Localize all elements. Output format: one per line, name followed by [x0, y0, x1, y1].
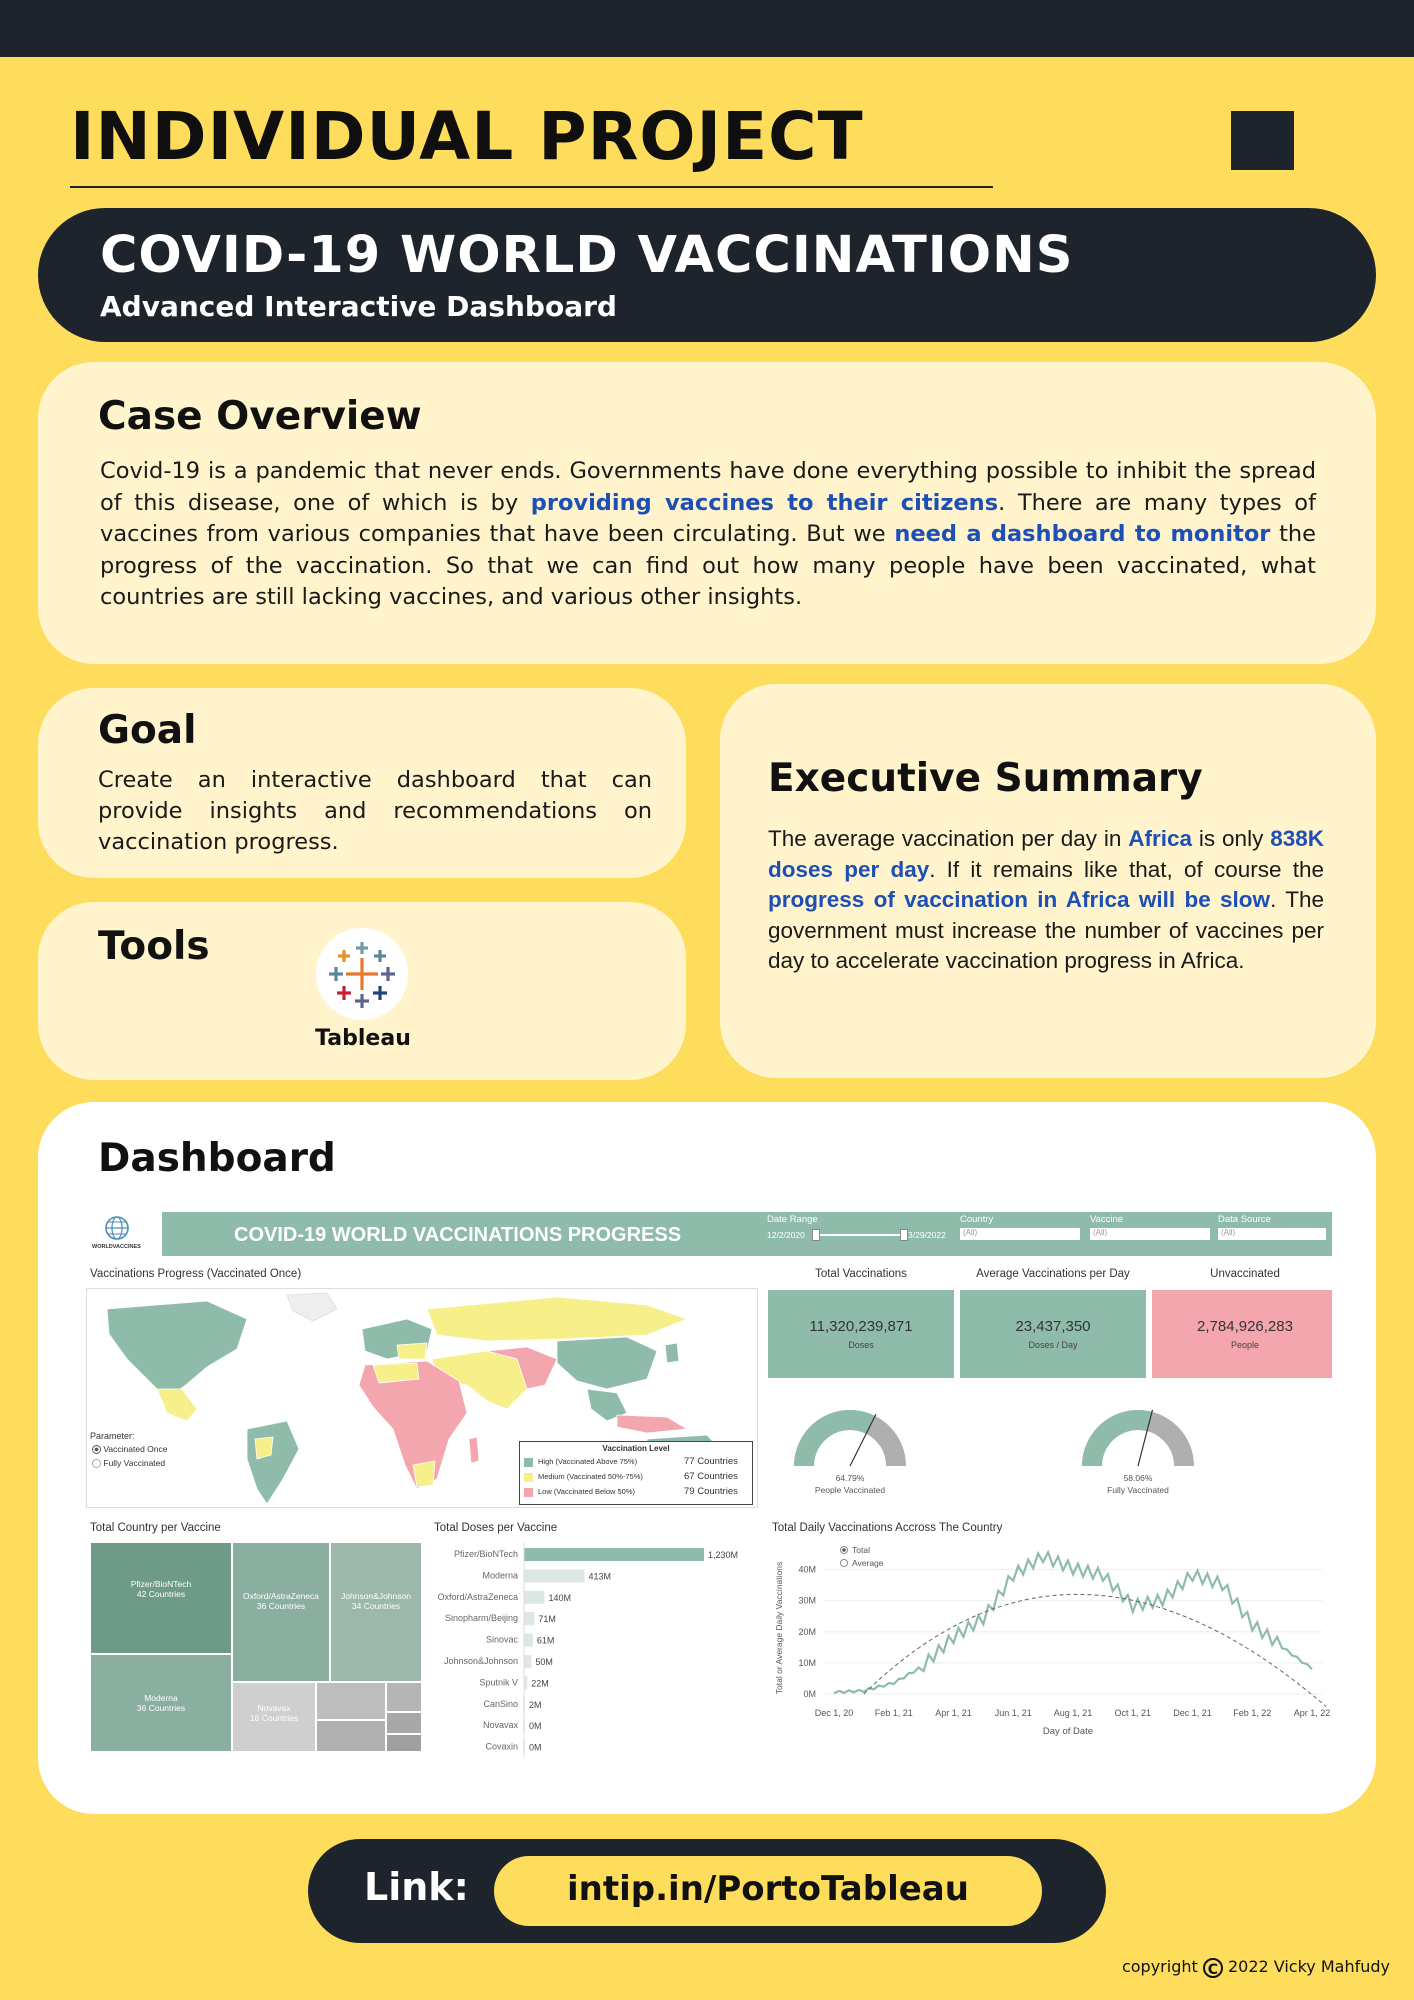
treemap	[90, 1542, 422, 1752]
dose-value-label: 0M	[529, 1742, 542, 1753]
summary-segment: is only	[1192, 826, 1271, 851]
dose-bar	[524, 1612, 534, 1625]
tableau-logo-icon	[316, 928, 408, 1020]
summary-highlight: 838K doses per day	[768, 826, 1324, 882]
banner-title: COVID-19 WORLD VACCINATIONS	[100, 226, 1074, 285]
legend-radio-icon	[841, 1560, 848, 1567]
banner-subtitle: Advanced Interactive Dashboard	[100, 290, 617, 323]
y-tick-label: 10M	[798, 1657, 816, 1668]
legend-label: Average	[852, 1558, 884, 1568]
legend-label: Low (Vaccinated Below 50%)	[538, 1487, 635, 1496]
treemap-cell-small[interactable]	[386, 1682, 422, 1712]
dose-bar	[524, 1548, 704, 1561]
treemap-cell-small[interactable]	[316, 1682, 386, 1720]
data-source-filter-label: Data Source	[1218, 1214, 1271, 1225]
param-option-fully-vaccinated[interactable]	[92, 1458, 165, 1468]
x-axis-label: Day of Date	[1042, 1726, 1094, 1737]
date-slider-handle-end[interactable]	[900, 1229, 908, 1241]
gauge-value: 64.79%	[835, 1473, 865, 1483]
treemap-cell-label: Johnson&Johnson	[341, 1591, 411, 1601]
dose-category-label: Johnson&Johnson	[443, 1656, 518, 1666]
x-tick-label: Dec 1, 20	[814, 1708, 854, 1718]
param-option-vaccinated-once[interactable]	[92, 1444, 167, 1454]
portfolio-link[interactable]	[494, 1856, 1042, 1926]
overview-segment: the progress of the vaccination. So that we can find out how many people have been vaccinated, what countries are still lacking vaccines, and various other insights.	[100, 521, 1317, 610]
gauge-area	[768, 1398, 1328, 1506]
country-filter-select[interactable]: (All)	[960, 1228, 1080, 1240]
footer-link-bar	[308, 1839, 1106, 1943]
kpi-value: 23,437,350	[1015, 1318, 1091, 1335]
dose-value-label: 50M	[535, 1657, 553, 1667]
kpi-label: Average Vaccinations per Day	[976, 1268, 1130, 1280]
legend-row	[524, 1456, 748, 1469]
kpi-value: 11,320,239,871	[809, 1318, 913, 1335]
doses-bar-chart	[430, 1538, 756, 1760]
world-map[interactable]	[86, 1288, 758, 1508]
legend-label: High (Vaccinated Above 75%)	[538, 1457, 638, 1466]
legend-count: 77 Countries	[684, 1456, 738, 1467]
y-tick-label: 0M	[803, 1689, 816, 1699]
kpi-tile	[960, 1290, 1146, 1378]
summary-highlight: progress of vaccination in Africa will be slow	[768, 887, 1271, 912]
gauge-fill	[1092, 1420, 1150, 1466]
treemap-cell-label: Novavax	[257, 1703, 291, 1713]
legend-count: 67 Countries	[684, 1471, 738, 1482]
daily-section-label: Total Daily Vaccinations Accross The Country	[772, 1522, 1003, 1534]
y-tick-label: 40M	[798, 1564, 816, 1575]
treemap-cell-count: 42 Countries	[136, 1589, 186, 1599]
x-tick-label: Dec 1, 21	[1173, 1708, 1212, 1718]
radio-icon	[92, 1459, 101, 1468]
link-label: Link:	[364, 1865, 469, 1909]
goal-text: Create an interactive dashboard that can provide insights and recommendations on vaccination progress.	[98, 767, 652, 855]
decorative-square	[1231, 111, 1294, 170]
treemap-section-label: Total Country per Vaccine	[90, 1522, 221, 1534]
dashboard-screenshot	[84, 1202, 1332, 1768]
kpi-tile	[768, 1290, 954, 1378]
dose-value-label: 61M	[536, 1635, 555, 1646]
kpi-label: Total Vaccinations	[815, 1268, 907, 1280]
legend-swatch	[524, 1458, 533, 1467]
dose-category-label: Pfizer/BioNTech	[453, 1549, 518, 1559]
x-tick-label: Apr 1, 22	[1293, 1708, 1331, 1718]
average-trend-line	[864, 1594, 1326, 1706]
overview-segment: . There are many types of vaccines from various companies that have been circulating. But we	[100, 489, 1316, 547]
gauge-label: People Vaccinated	[814, 1485, 886, 1495]
date-slider-handle-start[interactable]	[812, 1229, 820, 1241]
treemap-cell-count: 36 Countries	[136, 1703, 186, 1713]
legend-swatch	[524, 1473, 533, 1482]
goal-card	[38, 688, 686, 878]
treemap-cell-novavax[interactable]	[232, 1682, 316, 1752]
dashboard-card	[38, 1102, 1376, 1814]
treemap-cell-moderna[interactable]	[90, 1654, 232, 1752]
overview-segment: Covid-19 is a pandemic that never ends. Governments have done everything possible to inhibit the spread of this disease, one of which is by	[100, 458, 1316, 516]
country-filter-label: Country	[960, 1214, 994, 1225]
top-bar	[0, 0, 1414, 57]
dose-bar	[524, 1591, 545, 1604]
kpi-unit: Doses	[848, 1340, 874, 1350]
case-overview-heading: Case Overview	[98, 394, 422, 439]
doses-section-label: Total Doses per Vaccine	[434, 1522, 558, 1534]
radio-selected-icon	[92, 1445, 101, 1454]
kpi-unit: Doses / Day	[1028, 1340, 1078, 1350]
tools-card	[38, 902, 686, 1080]
treemap-cell-label: Moderna	[144, 1693, 178, 1703]
treemap-cell-count: 16 Countries	[249, 1713, 299, 1723]
legend-label: Medium (Vaccinated 50%-75%)	[538, 1472, 643, 1481]
y-tick-label: 20M	[798, 1626, 816, 1637]
dose-value-label: 0M	[529, 1721, 542, 1732]
dose-category-label: CanSino	[483, 1698, 518, 1709]
date-start: 12/2/2020	[767, 1230, 805, 1240]
dashboard-heading: Dashboard	[98, 1136, 336, 1181]
copyright-text: 2022 Vicky Mahfudy	[1227, 1957, 1390, 1976]
legend-radio-dot	[842, 1548, 846, 1552]
date-end: 3/29/2022	[908, 1230, 946, 1240]
x-tick-label: Aug 1, 21	[1053, 1708, 1093, 1718]
legend-count: 79 Countries	[684, 1486, 738, 1497]
kpi-unit: People	[1230, 1340, 1260, 1350]
treemap-cell-label: Oxford/AstraZeneca	[242, 1591, 320, 1601]
treemap-cell-astrazeneca[interactable]	[232, 1542, 330, 1682]
date-range-label: Date Range	[767, 1214, 818, 1225]
daily-line-chart	[768, 1538, 1332, 1768]
summary-segment: The average vaccination per day in	[768, 826, 1129, 851]
case-overview-text	[100, 456, 1316, 614]
dose-category-label: Sinopharm/Beijing	[444, 1613, 518, 1624]
vaccine-filter-label: Vaccine	[1090, 1214, 1124, 1225]
dose-category-label: Covaxin	[485, 1741, 518, 1752]
dose-value-label: 140M	[548, 1592, 572, 1603]
summary-highlight: Africa	[1128, 826, 1193, 851]
goal-heading: Goal	[98, 708, 197, 753]
dose-bar	[524, 1655, 531, 1668]
case-overview-card	[38, 362, 1376, 664]
executive-summary-card	[720, 684, 1376, 1078]
summary-segment: . If it remains like that, of course the	[929, 856, 1324, 882]
dose-category-label: Sinovac	[485, 1634, 518, 1645]
title-underline	[70, 186, 993, 188]
gauge-label: Fully Vaccinated	[1107, 1485, 1169, 1495]
worldvaccines-logo-text: WORLDVACCINES	[92, 1244, 141, 1250]
treemap-cell-small[interactable]	[316, 1720, 386, 1752]
treemap-cell-label: Pfizer/BioNTech	[130, 1579, 192, 1589]
dose-bar	[524, 1569, 584, 1582]
copyright-icon: C	[1203, 1958, 1223, 1978]
dose-category-label: Moderna	[482, 1570, 518, 1581]
gauge-fill	[804, 1420, 871, 1466]
executive-summary-text	[768, 824, 1324, 977]
x-tick-label: Oct 1, 21	[1114, 1708, 1152, 1718]
legend-row	[524, 1486, 748, 1499]
dose-value-label: 2M	[529, 1699, 542, 1710]
treemap-cell-small[interactable]	[386, 1734, 422, 1752]
y-axis-label: Total or Average Daily Vaccinations	[774, 1561, 784, 1695]
gauge-value: 58.06%	[1123, 1473, 1153, 1483]
param-option-label: Vaccinated Once	[103, 1444, 168, 1454]
map-legend	[519, 1441, 753, 1505]
x-tick-label: Apr 1, 21	[935, 1708, 972, 1718]
data-source-filter-select[interactable]: (All)	[1218, 1228, 1326, 1240]
dose-category-label: Novavax	[482, 1720, 518, 1731]
title-banner	[38, 208, 1376, 342]
overview-highlight: providing vaccines to their citizens	[530, 489, 999, 516]
x-tick-label: Jun 1, 21	[994, 1708, 1032, 1718]
treemap-cell-pfizer[interactable]	[90, 1542, 232, 1654]
treemap-cell-johnson[interactable]	[330, 1542, 422, 1682]
dose-value-label: 22M	[531, 1678, 549, 1689]
globe-icon	[94, 1210, 140, 1256]
legend-swatch	[524, 1488, 533, 1497]
y-tick-label: 30M	[798, 1595, 816, 1606]
date-range-slider[interactable]	[814, 1234, 904, 1236]
dose-bar	[524, 1634, 533, 1647]
map-section-label: Vaccinations Progress (Vaccinated Once)	[90, 1268, 302, 1280]
vaccine-filter-select[interactable]: (All)	[1090, 1228, 1210, 1240]
dose-category-label: Oxford/AstraZeneca	[437, 1591, 518, 1602]
x-tick-label: Feb 1, 22	[1233, 1708, 1272, 1718]
dose-value-label: 1,230M	[708, 1550, 739, 1560]
param-option-label: Fully Vaccinated	[103, 1458, 166, 1468]
project-title: INDIVIDUAL PROJECT	[70, 98, 864, 175]
executive-summary-heading: Executive Summary	[768, 756, 1203, 801]
kpi-label: Unvaccinated	[1210, 1268, 1280, 1280]
dashboard-title: COVID-19 WORLD VACCINATIONS PROGRESS	[234, 1224, 682, 1246]
treemap-cell-count: 34 Countries	[351, 1601, 401, 1611]
x-tick-label: Feb 1, 21	[874, 1708, 913, 1718]
legend-title: Vaccination Level	[602, 1444, 670, 1453]
dose-value-label: 71M	[538, 1614, 556, 1625]
dashboard-header	[84, 1202, 1332, 1256]
legend-label: Total	[852, 1545, 870, 1555]
kpi-value: 2,784,926,283	[1197, 1318, 1293, 1335]
total-series-line	[834, 1552, 1312, 1693]
overview-highlight: need a dashboard to monitor	[894, 521, 1271, 547]
copyright	[1122, 1957, 1390, 1978]
treemap-cell-small[interactable]	[386, 1712, 422, 1734]
dose-category-label: Sputnik V	[479, 1677, 518, 1688]
tableau-label: Tableau	[315, 1026, 411, 1051]
kpi-tile	[1152, 1290, 1332, 1378]
copyright-prefix: copyright	[1121, 1957, 1198, 1976]
portfolio-link-text[interactable]: intip.in/PortoTableau	[567, 1869, 969, 1909]
legend-row	[524, 1471, 748, 1484]
parameter-label: Parameter:	[90, 1431, 135, 1441]
tools-heading: Tools	[98, 924, 210, 969]
dose-value-label: 413M	[588, 1571, 611, 1582]
summary-segment: . The government must increase the number of vaccines per day to accelerate vaccination progress in Africa.	[768, 887, 1325, 973]
treemap-cell-count: 36 Countries	[256, 1601, 306, 1611]
